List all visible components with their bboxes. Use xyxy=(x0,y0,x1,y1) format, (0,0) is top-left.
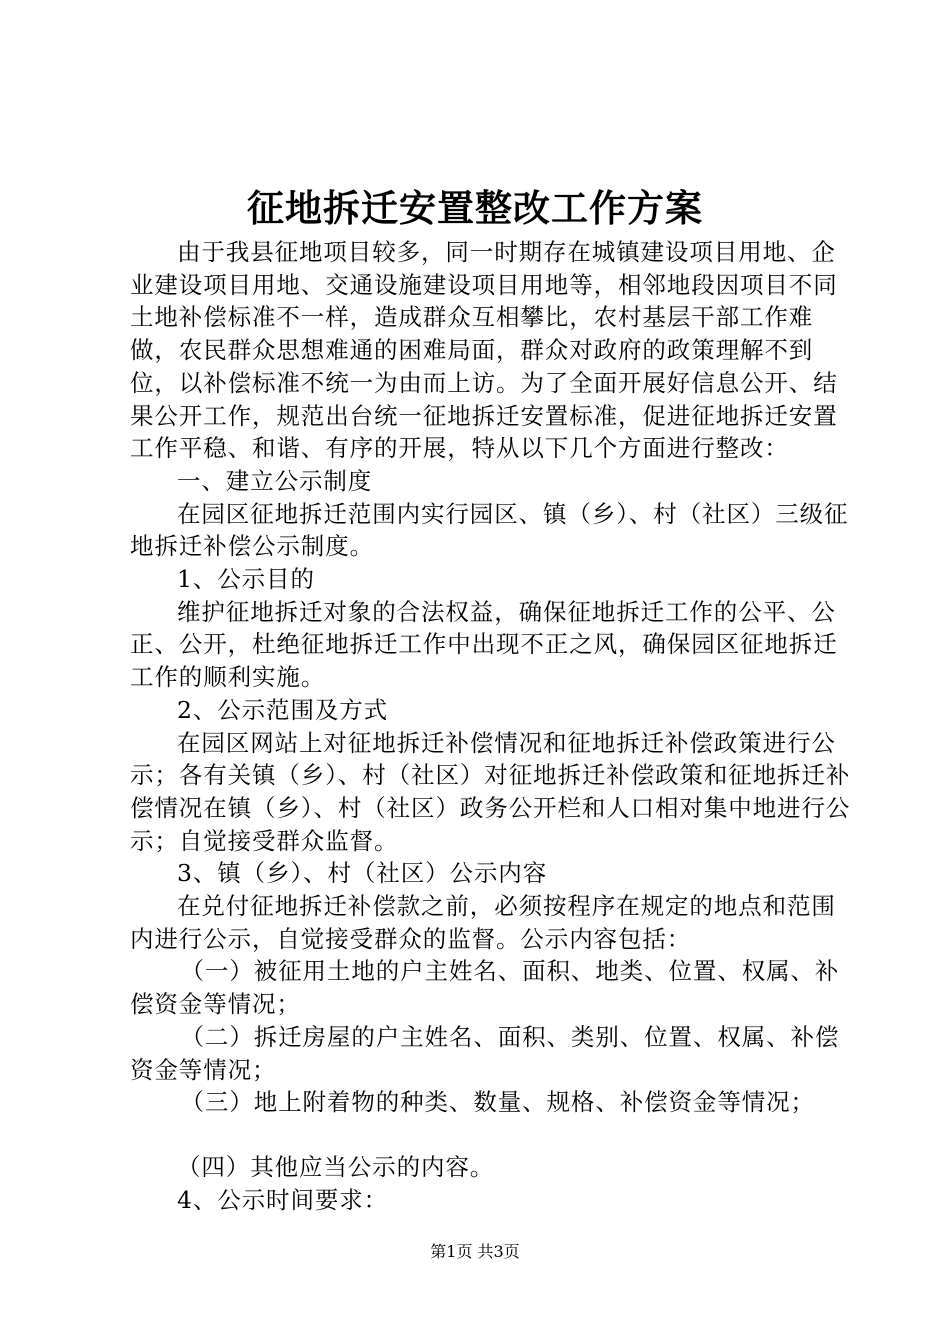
paragraph-intro: 由于我县征地项目较多，同一时期存在城镇建设项目用地、企业建设项目用地、交通设施建设项目用地等，相邻地段因项目不同土地补偿标准不一样，造成群众互相攀比，农村基层干部工作难做，农民群众思想难通的困难局面，群众对政府的政策理解不到位，以补偿标准不统一为由而上访。为了全面开展好信息公开、结果公开工作，规范出台统一征地拆迁安置标准，促进征地拆迁安置工作平稳、和谐、有序的开展，特从以下几个方面进行整改： xyxy=(130,238,838,463)
paragraph: 在园区征地拆迁范围内实行园区、镇（乡）、村（社区）三级征地拆迁补偿公示制度。 xyxy=(130,499,849,561)
paragraph: 在兑付征地拆迁补偿款之前，必须按程序在规定的地点和范围内进行公示，自觉接受群众的监督。公示内容包括： xyxy=(130,892,836,953)
list-item: （一）被征用土地的户主姓名、面积、地类、位置、权属、补偿资金等情况； xyxy=(130,957,840,1019)
paragraph: 维护征地拆迁对象的合法权益，确保征地拆迁工作的公平、公正、公开，杜绝征地拆迁工作中出现不正之风，确保园区征地拆迁工作的顺利实施。 xyxy=(130,597,838,692)
section-heading-1: 一、建立公示制度 xyxy=(177,466,373,495)
list-item: （三）地上附着物的种类、数量、规格、补偿资金等情况； xyxy=(180,1088,815,1117)
paragraph: 在园区网站上对征地拆迁补偿情况和征地拆迁补偿政策进行公示；各有关镇（乡）、村（社区）对征地拆迁补偿政策和征地拆迁补偿情况在镇（乡）、村（社区）政务公开栏和人口相对集中地进行公示；自觉接受群众监督。 xyxy=(130,728,851,855)
document-body xyxy=(130,236,855,1216)
subsection-heading-4: 4、公示时间要求： xyxy=(177,1185,389,1214)
document-title: 征地拆迁安置整改工作方案 xyxy=(247,186,703,230)
subsection-heading-2: 2、公示范围及方式 xyxy=(177,695,389,724)
page-footer: 第1页 共3页 xyxy=(430,1242,520,1261)
subsection-heading-1: 1、公示目的 xyxy=(177,565,315,594)
subsection-heading-3: 3、镇（乡）、村（社区）公示内容 xyxy=(177,859,548,888)
list-item: （二）拆迁房屋的户主姓名、面积、类别、位置、权属、补偿资金等情况； xyxy=(130,1022,840,1084)
list-item: （四）其他应当公示的内容。 xyxy=(177,1152,495,1181)
